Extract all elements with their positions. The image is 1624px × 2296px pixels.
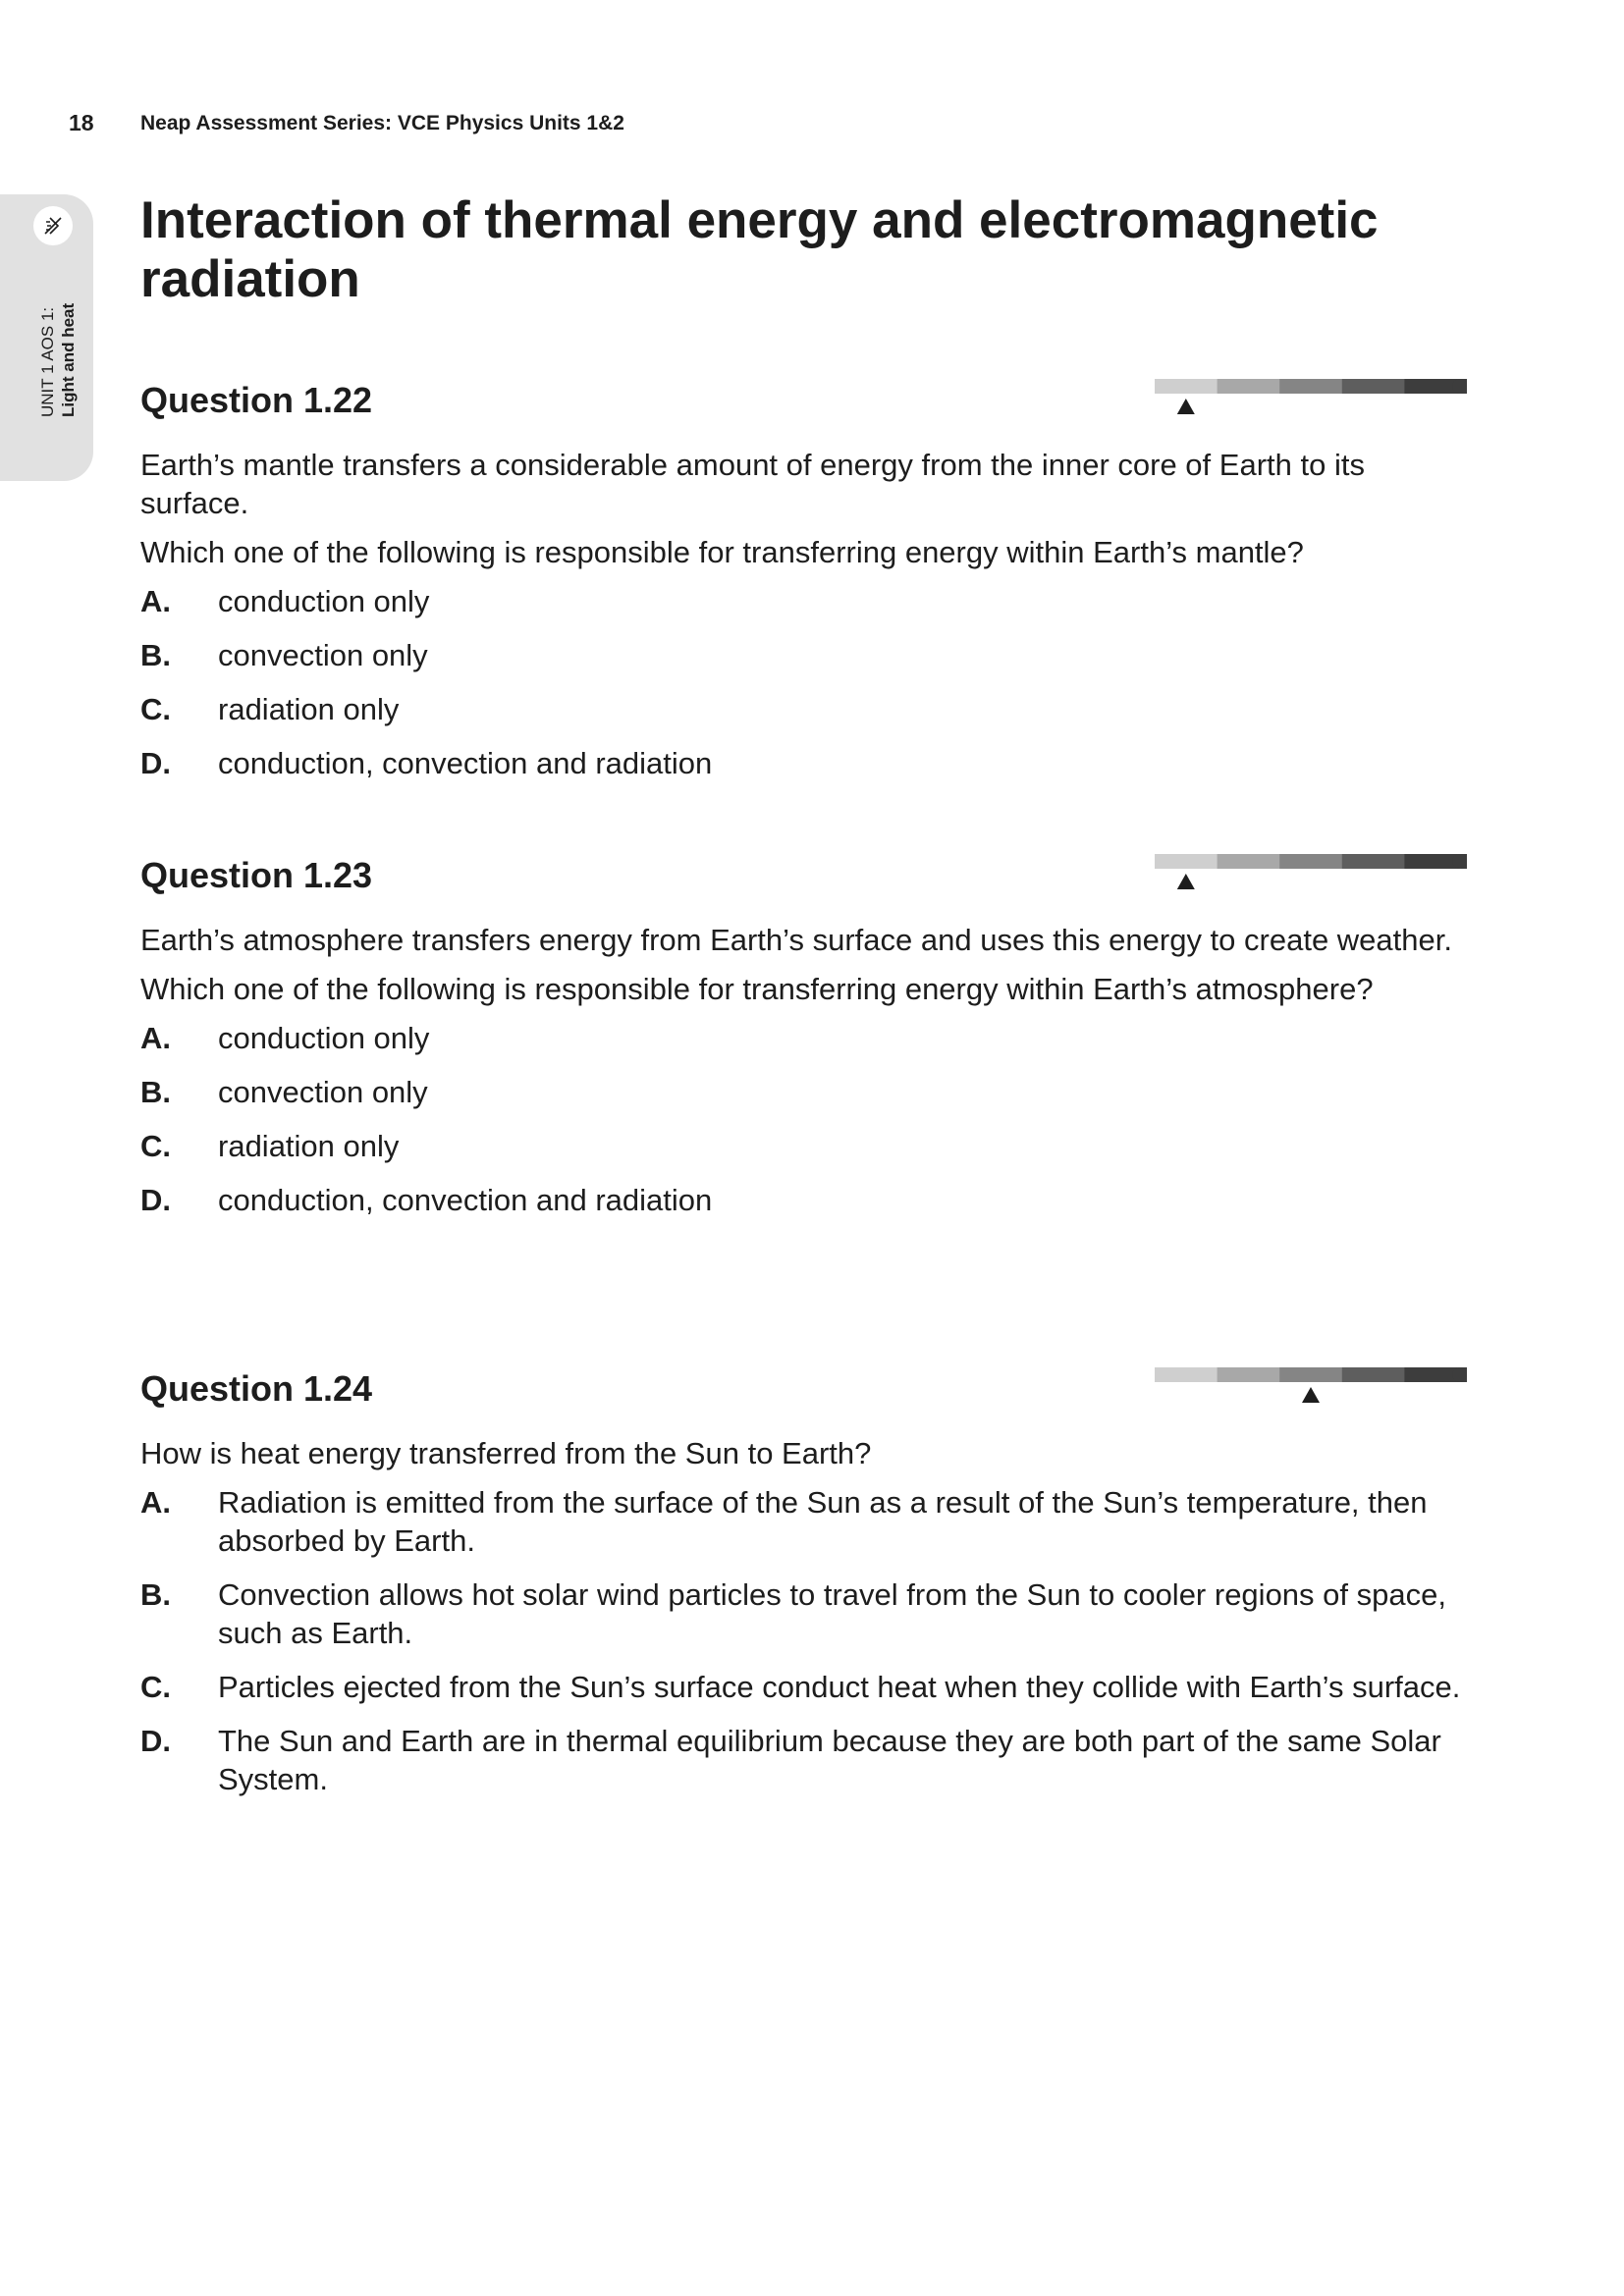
difficulty-segment (1279, 1367, 1342, 1382)
difficulty-scale (1155, 852, 1467, 891)
difficulty-marker (1302, 1387, 1320, 1403)
option-text: The Sun and Earth are in thermal equilibrium because they are both part of the same Solar System. (218, 1724, 1441, 1796)
option-letter: C. (140, 692, 171, 726)
difficulty-segment (1218, 379, 1280, 394)
answer-option (140, 1483, 1476, 1560)
option-letter: A. (140, 1021, 171, 1055)
difficulty-scale (1155, 377, 1467, 416)
side-tab-topic: Light and heat (59, 302, 78, 417)
option-letter: D. (140, 1183, 171, 1217)
option-text: Particles ejected from the Sun’s surface conduct heat when they collide with Earth’s surface. (218, 1670, 1461, 1704)
option-text: convection only (218, 638, 428, 672)
question-text: How is heat energy transferred from the Sun to Earth? (140, 1436, 872, 1470)
difficulty-segment (1155, 379, 1218, 394)
option-text: conduction, convection and radiation (218, 1183, 713, 1217)
difficulty-segment (1218, 854, 1280, 869)
option-letter: C. (140, 1670, 171, 1704)
question-text: Which one of the following is responsible for transferring energy within Earth’s mantle? (140, 535, 1304, 569)
option-letter: D. (140, 1724, 171, 1758)
difficulty-scale (1155, 1365, 1467, 1405)
difficulty-cap-right (1452, 379, 1467, 394)
answer-option (140, 1073, 1476, 1111)
option-text: Convection allows hot solar wind particles to travel from the Sun to cooler regions of space, such as Earth. (218, 1577, 1446, 1650)
option-letter: A. (140, 584, 171, 618)
option-text: convection only (218, 1075, 428, 1109)
option-text: conduction only (218, 1021, 430, 1055)
answer-option (140, 582, 1476, 620)
option-text: radiation only (218, 692, 400, 726)
question-heading: Question 1.24 (140, 1368, 373, 1409)
difficulty-marker (1177, 399, 1195, 414)
difficulty-segment (1155, 1367, 1218, 1382)
difficulty-segment (1279, 379, 1342, 394)
difficulty-segment (1342, 1367, 1405, 1382)
difficulty-segment (1342, 854, 1405, 869)
question-heading: Question 1.22 (140, 380, 373, 420)
answer-option (140, 636, 1476, 674)
answer-option (140, 1722, 1476, 1798)
answer-option (140, 690, 1476, 728)
running-head: Neap Assessment Series: VCE Physics Units 1&2 (140, 112, 624, 134)
option-letter: B. (140, 1577, 171, 1612)
option-text: Radiation is emitted from the surface of the Sun as a result of the Sun’s temperature, then absorbed by Earth. (218, 1485, 1428, 1558)
side-tab-unit: UNIT 1 AOS 1: (38, 306, 57, 417)
difficulty-segment (1279, 854, 1342, 869)
question-heading: Question 1.23 (140, 855, 373, 895)
option-letter: A. (140, 1485, 171, 1520)
light-and-heat-icon (33, 206, 73, 245)
difficulty-cap-right (1452, 854, 1467, 869)
answer-option (140, 1181, 1476, 1219)
answer-options (140, 582, 1476, 782)
answer-option (140, 1575, 1476, 1652)
answer-option (140, 744, 1476, 782)
difficulty-cap-right (1452, 1367, 1467, 1382)
option-letter: B. (140, 1075, 171, 1109)
side-tab-label (37, 303, 79, 417)
question-text: Which one of the following is responsible for transferring energy within Earth’s atmosphere? (140, 972, 1374, 1006)
question-text: Earth’s atmosphere transfers energy from Earth’s surface and uses this energy to create weather. (140, 923, 1452, 957)
answer-option (140, 1019, 1476, 1057)
answer-options (140, 1019, 1476, 1219)
answer-option (140, 1668, 1476, 1706)
question-2 (140, 856, 1476, 1235)
option-letter: C. (140, 1129, 171, 1163)
option-letter: D. (140, 746, 171, 780)
difficulty-segment (1155, 854, 1218, 869)
difficulty-segment (1342, 379, 1405, 394)
page-title: Interaction of thermal energy and electromagnetic radiation (140, 191, 1379, 308)
answer-option (140, 1127, 1476, 1165)
page-number: 18 (69, 110, 94, 135)
option-text: conduction only (218, 584, 430, 618)
answer-options (140, 1483, 1476, 1798)
question-1 (140, 381, 1476, 798)
question-3 (140, 1369, 1476, 1814)
difficulty-segment (1218, 1367, 1280, 1382)
question-text: Earth’s mantle transfers a considerable amount of energy from the inner core of Earth to its surface. (140, 448, 1365, 520)
option-text: radiation only (218, 1129, 400, 1163)
difficulty-marker (1177, 874, 1195, 889)
option-text: conduction, convection and radiation (218, 746, 713, 780)
option-letter: B. (140, 638, 171, 672)
